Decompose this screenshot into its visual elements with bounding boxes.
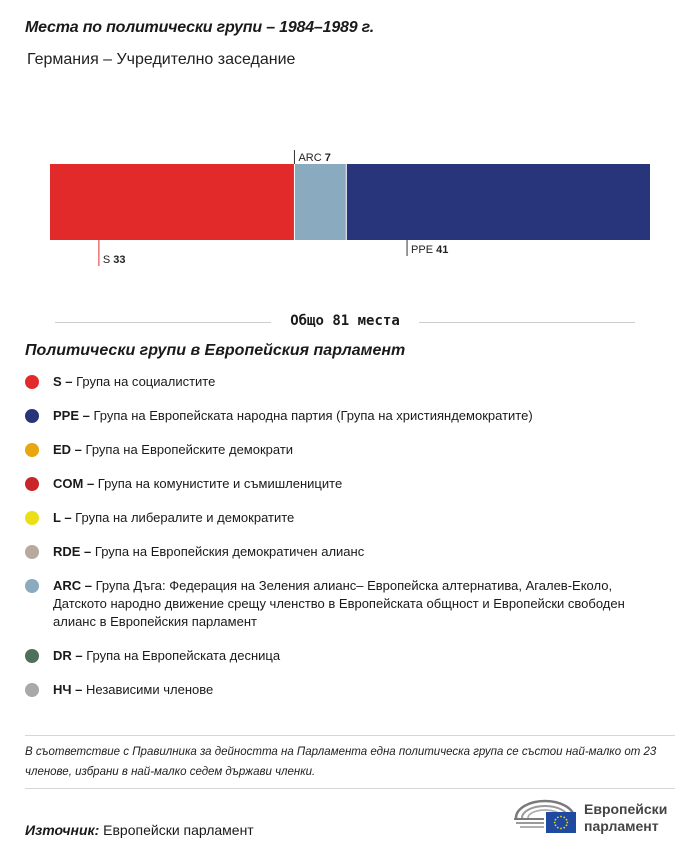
legend-item-label: Група на Европейските демократи <box>85 442 294 457</box>
legend-item-text <box>53 373 215 391</box>
divider-line <box>419 322 635 323</box>
legend-item-code: COM – <box>53 476 98 491</box>
total-seats-row <box>55 312 635 332</box>
legend-item-label: Група на Европейския демократичен алианс <box>94 544 365 559</box>
legend-dot-icon <box>25 511 39 525</box>
legend-dot-icon <box>25 409 39 423</box>
legend-item-code: RDE – <box>53 544 95 559</box>
legend-item-text <box>53 441 293 459</box>
legend-item-label: Група на комунистите и съмишлениците <box>97 476 343 491</box>
total-seats-label: Общо 81 места <box>290 313 400 329</box>
legend-item-code: ED – <box>53 442 86 457</box>
legend-item-text <box>53 407 533 425</box>
legend-dot-icon <box>25 579 39 593</box>
legend-item-code: НЧ – <box>53 682 86 697</box>
legend-item <box>25 373 665 391</box>
legend-dot-icon <box>25 545 39 559</box>
legend-item-text <box>53 577 665 631</box>
page-subtitle: Германия – Учредително заседание <box>27 51 296 68</box>
legend-item-code: ARC – <box>53 578 96 593</box>
european-parliament-logo <box>512 798 682 838</box>
logo-line-1: Европейски <box>584 801 668 817</box>
legend-dot-icon <box>25 683 39 697</box>
bar-segment-ppe <box>346 164 650 240</box>
divider-line <box>25 788 675 789</box>
legend-item-label: Група на либералите и демократите <box>75 510 295 525</box>
legend-dot-icon <box>25 477 39 491</box>
legend-dot-icon <box>25 649 39 663</box>
data-label-s: S 33 <box>102 254 126 266</box>
data-label-arc: ARC 7 <box>298 152 331 164</box>
legend-item-text <box>53 681 213 699</box>
legend-item <box>25 509 665 527</box>
legend-item-label: Група Дъга: Федерация на Зеления алианс– Европейска алтернатива, Агалев-Еколо, Датското народно движение срещу членство в Европейската общност и Европейски свободен алианс в Европейския парламент <box>53 578 625 629</box>
source-line <box>25 822 254 838</box>
legend-title: Политически групи в Европейския парламент <box>25 342 406 359</box>
legend-item-code: DR – <box>53 648 87 663</box>
footnote: В съответствие с Правилника за дейността на Парламента една политическа група се състои най-малко от 23 членове, избрани в най-малко седем държави членки. <box>25 746 657 778</box>
source-value: Европейски парламент <box>103 822 254 838</box>
data-label-ppe: PPE 41 <box>411 244 449 256</box>
legend-item <box>25 647 665 665</box>
page-title: Места по политически групи – 1984–1989 г. <box>25 19 375 36</box>
legend-item-text <box>53 475 342 493</box>
legend-dot-icon <box>25 375 39 389</box>
source-label: Източник: <box>25 822 100 838</box>
legend-item <box>25 543 665 561</box>
legend-item <box>25 441 665 459</box>
legend-item-text <box>53 647 280 665</box>
seat-distribution-chart <box>0 140 700 280</box>
legend-item-label: Група на социалистите <box>76 374 216 389</box>
legend-item-code: PPE – <box>53 408 94 423</box>
legend-item-code: S – <box>53 374 77 389</box>
legend-item <box>25 681 665 699</box>
legend-item-label: Група на Европейската народна партия (Група на християндемократите) <box>93 408 533 423</box>
legend-item <box>25 577 665 631</box>
legend-item-label: Независими членове <box>85 682 214 697</box>
parliament-emblem-icon <box>512 798 578 834</box>
logo-text <box>584 801 667 835</box>
legend-item <box>25 407 665 425</box>
legend-item-code: L – <box>53 510 76 525</box>
legend-item-label: Група на Европейската десница <box>86 648 281 663</box>
bar-segment-s <box>50 164 294 240</box>
legend-item-text <box>53 509 294 527</box>
legend-dot-icon <box>25 443 39 457</box>
legend-item-text <box>53 543 364 561</box>
legend-item <box>25 475 665 493</box>
bar-segment-arc <box>294 164 346 240</box>
logo-line-2: парламент <box>584 818 659 834</box>
divider-line <box>25 735 675 736</box>
